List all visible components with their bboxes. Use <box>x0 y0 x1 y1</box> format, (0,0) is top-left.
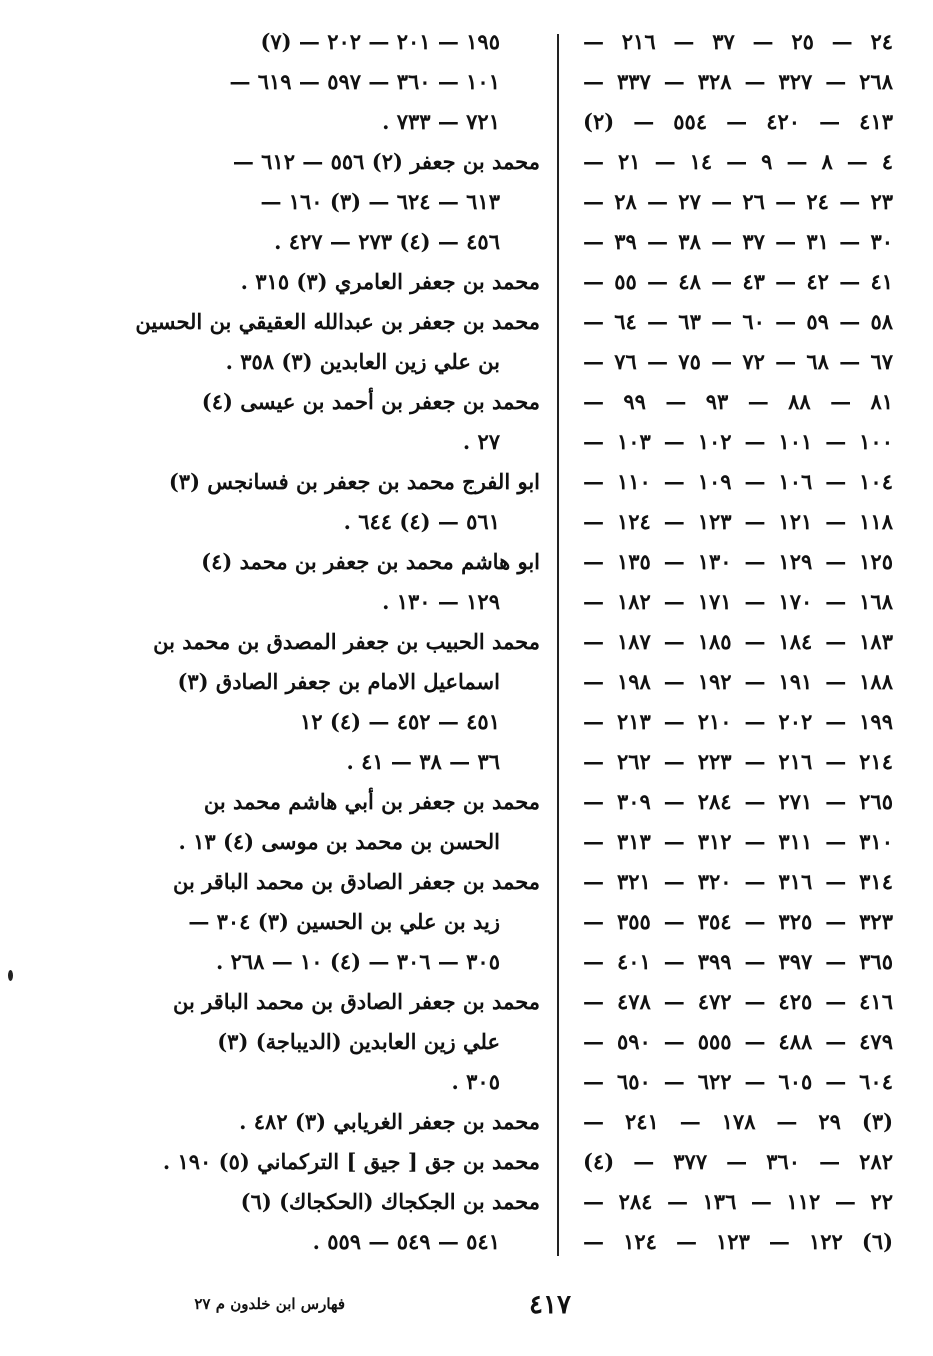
entry-heading-line: ابو هاشم محمد بن جعفر بن محمد (٤) <box>201 549 540 574</box>
entry-continuation-line: ٤٥١ — ٤٥٢ — (٤) ١٢ <box>300 709 500 734</box>
entry-heading-line: محمد بن جعفر الغريابي (٣) ٤٨٢ . <box>239 1109 540 1134</box>
reference-line: ٣٢٣ — ٣٢٥ — ٣٥٤ — ٣٥٥ — <box>583 909 893 934</box>
entry-continuation-line: ٤٥٦ — (٤) ٢٧٣ — ٤٢٧ . <box>274 229 500 254</box>
entry-continuation-line: علي زين العابدين (الديباجة) (٣) <box>217 1029 500 1054</box>
entry-heading-line: محمد بن الجكجاك (الحكجاك) (٦) <box>240 1189 540 1214</box>
reference-line: ٤٧٩ — ٤٨٨ — ٥٥٥ — ٥٩٠ — <box>583 1029 893 1054</box>
entry-continuation-line: ١٢٩ — ١٣٠ . <box>382 589 500 614</box>
scan-speck <box>8 970 13 981</box>
entry-continuation-line: الحسن بن محمد بن موسى (٤) ١٣ . <box>178 829 500 854</box>
entry-heading-line: محمد بن جعفر بن أحمد بن عيسى (٤) <box>201 389 540 414</box>
column-divider <box>557 34 559 1256</box>
page-number: ٤١٧ <box>529 1290 571 1320</box>
entry-heading-line: محمد بن جعفر بن عبدالله العقيقي بن الحسين <box>135 309 540 334</box>
reference-line: ٦٧ — ٦٨ — ٧٢ — ٧٥ — ٧٦ — <box>583 349 893 374</box>
entry-heading-line: ابو الفرج محمد بن جعفر بن فسانجس (٣) <box>168 469 540 494</box>
reference-line: ٤ — ٨ — ٩ — ١٤ — ٢١ — <box>583 149 894 174</box>
reference-line: ٢٦٨ — ٣٢٧ — ٣٢٨ — ٣٣٧ — <box>583 69 893 94</box>
reference-line: ٣١٠ — ٣١١ — ٣١٢ — ٣١٣ — <box>583 829 893 854</box>
entry-heading-line: محمد بن جعفر العامري (٣) ٣١٥ . <box>240 269 540 294</box>
reference-line: ٦٠٤ — ٦٠٥ — ٦٢٢ — ٦٥٠ — <box>583 1069 893 1094</box>
reference-line: ٣١٤ — ٣١٦ — ٣٢٠ — ٣٢١ — <box>583 869 893 894</box>
left-column-index-entries <box>135 22 540 1262</box>
footer-book-title: فهارس ابن خلدون م ٢٧ <box>194 1295 345 1313</box>
entry-continuation-line: ٦١٣ — ٦٢٤ — (٣) ١٦٠ — <box>260 189 500 214</box>
reference-line: ١٦٨ — ١٧٠ — ١٧١ — ١٨٢ — <box>583 589 893 614</box>
reference-line: ١٠٤ — ١٠٦ — ١٠٩ — ١١٠ — <box>583 469 893 494</box>
entry-continuation-line: ٣٠٥ — ٣٠٦ — (٤) ١٠ — ٢٦٨ . <box>215 949 500 974</box>
reference-line: ٣٠ — ٣١ — ٣٧ — ٣٨ — ٣٩ — <box>583 229 893 254</box>
reference-line: ٢١٤ — ٢١٦ — ٢٢٣ — ٢٦٢ — <box>583 749 893 774</box>
reference-line: (٦) ١٢٢ — ١٢٣ — ١٢٤ — <box>583 1229 894 1254</box>
reference-line: ٢٣ — ٢٤ — ٢٦ — ٢٧ — ٢٨ — <box>583 189 893 214</box>
entry-continuation-line: ١٠١ — ٣٦٠ — ٥٩٧ — ٦١٩ — <box>229 69 500 94</box>
reference-line: ١٢٥ — ١٢٩ — ١٣٠ — ١٣٥ — <box>583 549 893 574</box>
reference-line: ٤١٣ — ٤٢٠ — ٥٥٤ — (٢) <box>583 109 894 134</box>
entry-continuation-line: ٣٠٥ . <box>451 1069 500 1094</box>
entry-heading-line: محمد بن جعفر الصادق بن محمد الباقر بن <box>172 869 540 894</box>
reference-line: ٢٤ — ٢٥ — ٣٧ — ٢١٦ — <box>583 29 893 54</box>
entry-continuation-line: اسماعيل الامام بن جعفر الصادق (٣) <box>177 669 500 694</box>
reference-line: ٢٢ — ١١٢ — ١٣٦ — ٢٨٤ — <box>583 1189 894 1214</box>
reference-line: ١٠٠ — ١٠١ — ١٠٢ — ١٠٣ — <box>583 429 893 454</box>
reference-line: (٣) ٢٩ — ١٧٨ — ٢٤١ — <box>583 1109 894 1134</box>
reference-line: ٢٦٥ — ٢٧١ — ٢٨٤ — ٣٠٩ — <box>583 789 893 814</box>
reference-line: ١١٨ — ١٢١ — ١٢٣ — ١٢٤ — <box>583 509 893 534</box>
entry-heading-line: محمد بن جعفر بن أبي هاشم محمد بن <box>203 789 540 814</box>
entry-heading-line: محمد الحبيب بن جعفر المصدق بن محمد بن <box>153 629 540 654</box>
entry-continuation-line: ٣٦ — ٣٨ — ٤١ . <box>346 749 500 774</box>
reference-line: ٣٦٥ — ٣٩٧ — ٣٩٩ — ٤٠١ — <box>583 949 893 974</box>
entry-continuation-line: زيد بن علي بن الحسين (٣) ٣٠٤ — <box>188 909 500 934</box>
entry-heading-line: محمد بن جعفر الصادق بن محمد الباقر بن <box>172 989 540 1014</box>
reference-line: ١٨٣ — ١٨٤ — ١٨٥ — ١٨٧ — <box>583 629 893 654</box>
entry-continuation-line: ٥٤١ — ٥٤٩ — ٥٥٩ . <box>312 1229 500 1254</box>
reference-line: ١٩٩ — ٢٠٢ — ٢١٠ — ٢١٣ — <box>583 709 893 734</box>
reference-line: ٤١٦ — ٤٢٥ — ٤٧٢ — ٤٧٨ — <box>583 989 893 1014</box>
entry-continuation-line: بن علي زين العابدين (٣) ٣٥٨ . <box>225 349 500 374</box>
entry-heading-line: محمد بن جق [ جيق ] التركماني (٥) ١٩٠ . <box>162 1149 540 1174</box>
reference-line: ١٨٨ — ١٩١ — ١٩٢ — ١٩٨ — <box>583 669 893 694</box>
entry-heading-line: محمد بن جعفر (٢) ٥٥٦ — ٦١٢ — <box>232 149 540 174</box>
entry-continuation-line: ٧٢١ — ٧٣٣ . <box>382 109 500 134</box>
reference-line: ٢٨٢ — ٣٦٠ — ٣٧٧ — (٤) <box>583 1149 894 1174</box>
entry-continuation-line: ٢٧ . <box>462 429 500 454</box>
entry-continuation-line: ٥٦١ — (٤) ٦٤٤ . <box>343 509 500 534</box>
entry-continuation-line: ١٩٥ — ٢٠١ — ٢٠٢ — (٧) <box>260 29 500 54</box>
reference-line: ٨١ — ٨٨ — ٩٣ — ٩٩ — <box>583 389 894 414</box>
reference-line: ٥٨ — ٥٩ — ٦٠ — ٦٣ — ٦٤ — <box>583 309 893 334</box>
reference-line: ٤١ — ٤٢ — ٤٣ — ٤٨ — ٥٥ — <box>583 269 893 294</box>
right-column-page-references <box>583 22 893 1262</box>
